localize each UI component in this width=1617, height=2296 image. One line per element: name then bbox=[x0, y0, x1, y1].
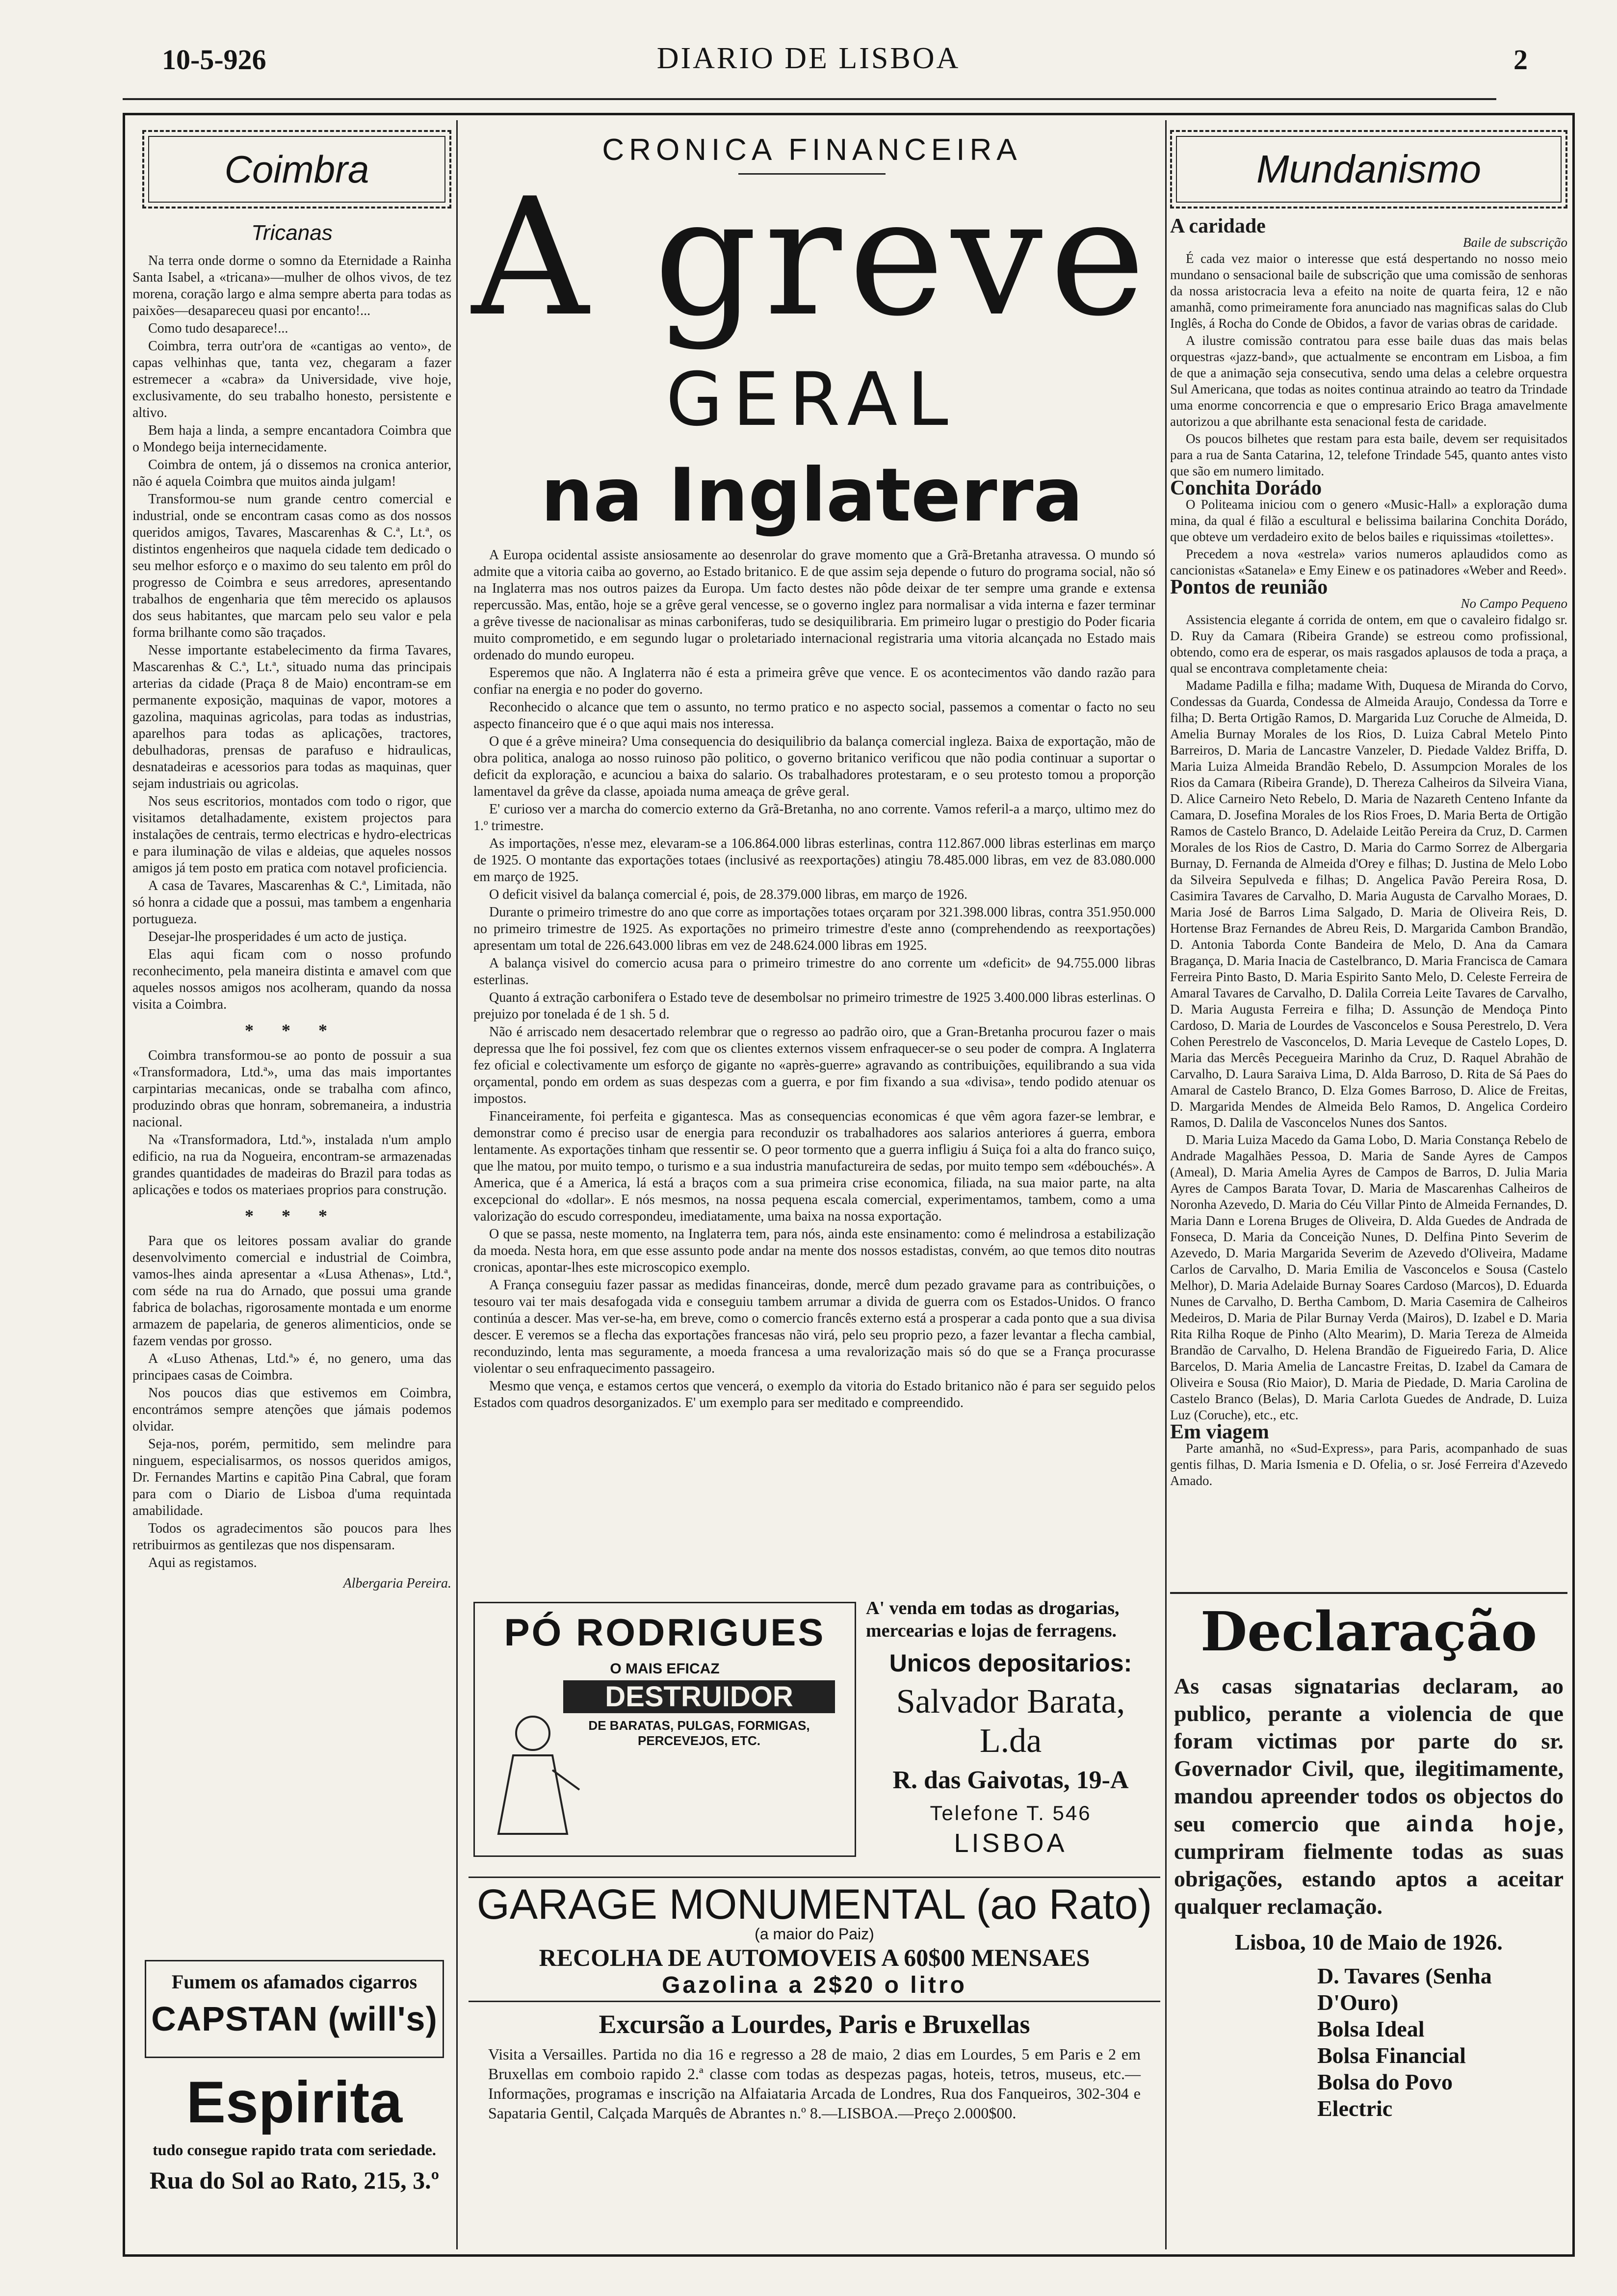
article-paragraph: Aqui as registamos. bbox=[148, 1555, 257, 1570]
signer-name: Bolsa Financial bbox=[1317, 2043, 1466, 2068]
article-paragraph: Mesmo que vença, e estamos certos que vencerá, o exemplo da vitoria do Estado britanico não é para ser seguido pelos Estados com quadros desorganizados. E' um exemplo para ser meditado e compreendido. bbox=[473, 1379, 1155, 1410]
signer-name: Bolsa Ideal bbox=[1317, 2016, 1425, 2041]
article-paragraph: Precedem a nova «estrela» varios numeros aplaudidos como as cancionistas «Satanela» e Emy Einew e os patinadores «Weber and Reed». bbox=[1170, 547, 1567, 577]
rodrigues-side bbox=[866, 1597, 1155, 1858]
article-paragraph: D. Maria Luiza Macedo da Gama Lobo, D. Maria Constança Rebelo de Andrade Magalhães Pessoa, D. Maria de Sande Ayres de Campos (Ameal), D. Maria Amelia Ayres de Campos de Barros, D. Julia Maria Ayres de Campos Barata Tovar, D. Maria de Mascarenhas Calheiros de Noronha Azevedo, D. Maria do Céu Villar Pinto de Almeida Fernandes, D. Maria Dann e Lorena Bruges de Oliveira, D. Alda Guedes de Andrada de Fonseca, D. Maria da Conceição Nunes, D. Delfina Pinto Severim de Azevedo, D. Maria Margarida Severim de Azevedo d'Oliveira, Madame Carlos de Carvalho, D. Maria Emilia de Vasconcelos e Sousa (Castelo Melhor), D. Maria Adelaide Burnay Soares Cardoso (Marcos), D. Eduarda Nunes de Carvalho, D. Bertha Cambom, D. Maria Casemira de Calheiros Medeiros, D. Maria de Pilar Burnay Verda (Mairos), D. Izabel e D. Maria Rita Rilha Roque de Pinho (Alto Mearim), D. Maria Tereza de Almeida Brandão de Carvalho, D. Helena Brandão de Figueiredo Faria, D. Alice Barcelos, D. Maria Amelia de Lancastre Freitas, D. Izabel da Camara de Oliveira e Sousa (Rio Maior), D. Maria de Piedade, D. Maria Carolina de Castelo Branco (Belas), D. Maria Carlota Guedes de Andrade, D. Luiza Luz (Coruche), etc., etc. bbox=[1170, 1132, 1567, 1422]
mundanismo-heading: Mundanismo bbox=[1256, 147, 1481, 191]
signer-name: D. Tavares (Senha D'Ouro) bbox=[1317, 1963, 1492, 2015]
article-paragraph: A ilustre comissão contratou para esse baile duas das mais belas orquestras «jazz-band», que actualmente se encontram em Lisboa, a fim de que a animação seja consecutiva, sendo uma delas a celebre orquestra Sul Americana, que todas as noites continua atraindo ao teatro da Trindade uma enorme concorrencia e que o empresario Erico Braga amavelmente autorizou a que abrilhante esta senacional festa de caridade. bbox=[1170, 333, 1567, 429]
article-paragraph: É cada vez maior o interesse que está despertando no nosso meio mundano o sensacional baile de subscrição que uma comissão de senhoras da nossa aristocracia leva a efeito na noite de quarta feira, 12 e não amanhã, como primeiramente fora anunciado nas magnificas salas do Club Inglês, á Rocha do Conde de Obidos, a favor de varias obras de caridade. bbox=[1170, 251, 1567, 331]
section-subtitle: Baile de subscrição bbox=[1463, 235, 1567, 250]
rodrigues-side5: Telefone T. 546 bbox=[930, 1801, 1092, 1825]
signer-name: Bolsa do Povo bbox=[1317, 2069, 1453, 2094]
page-frame bbox=[123, 113, 1575, 2257]
article-paragraph: Seja-nos, porém, permitido, sem melindre para ninguem, especialisarmos, os nossos queridos amigos, Dr. Fernandes Martins e capitão Pina Cabral, que foram para com o Diario de Lisboa d'uma requintada amabilidade. bbox=[132, 1436, 451, 1518]
figure-illustration bbox=[484, 1711, 582, 1839]
coimbra-heading-box bbox=[142, 130, 451, 209]
rodrigues-tag2: DESTRUIDOR bbox=[563, 1680, 835, 1713]
declaracao-body-a: As casas signatarias declaram, ao publico, perante a violencia de que foram victimas por parte do sr. Governador Civil, que, ilegitimamente, mandou apreender todos os objectos do seu comercio que bbox=[1174, 1673, 1564, 1836]
espirita-line2: Rua do Sol ao Rato, 215, 3.º bbox=[149, 2166, 440, 2194]
section-stars: * * * bbox=[245, 1206, 339, 1226]
article-paragraph: O que se passa, neste momento, na Inglaterra tem, para nós, ainda este ensinamento: como é melindrosa a estabilização da moeda. Nesta hora, em que esse assunto pode andar na mente dos nossos estadistas, convém, ao que temos dito noutras cronicas, apontar-lhes este microscopico exemplo. bbox=[473, 1226, 1155, 1275]
article-paragraph: Nos poucos dias que estivemos em Coimbra, encontrámos sempre atenções que jámais podemos olvidar. bbox=[132, 1385, 451, 1434]
coimbra-heading: Coimbra bbox=[224, 147, 369, 191]
article-paragraph: Como tudo desaparece!... bbox=[148, 321, 288, 336]
article-paragraph: Todos os agradecimentos são poucos para lhes retribuirmos as gentilezas que nos dispensaram. bbox=[132, 1521, 451, 1553]
article-paragraph: Quanto á extração carbonifera o Estado teve de desembolsar no primeiro trimestre de 1925 3.400.000 libras esterlinas. O prejuizo por tonelada é de 1 sh. 5 d. bbox=[473, 990, 1155, 1022]
section-stars: * * * bbox=[245, 1020, 339, 1040]
section-title: Conchita Dorádo bbox=[1170, 477, 1322, 499]
article-paragraph: Reconhecido o alcance que tem o assunto, no termo pratico e no aspecto social, passemos a comentar o facto no seu aspecto financeiro que é o que aqui mais nos interessa. bbox=[473, 700, 1155, 731]
article-paragraph: Os poucos bilhetes que restam para esta baile, devem ser requisitados para a rua de Santa Catarina, 12, telefone Trindade 545, quanto antes visto que são em numero limitado. bbox=[1170, 431, 1567, 478]
declaracao-body-b: ainda hoje bbox=[1406, 1811, 1558, 1836]
espirita-ad bbox=[145, 2070, 444, 2237]
masthead-title: DIARIO DE LISBOA bbox=[656, 42, 961, 75]
article-paragraph: E' curioso ver a marcha do comercio externo da Grã-Bretanha, no ano corrente. Vamos referil-a a março, ultimo mez do 1.º trimestre. bbox=[473, 802, 1155, 834]
capstan-ad bbox=[145, 1960, 444, 2058]
section-subtitle: No Campo Pequeno bbox=[1461, 596, 1567, 611]
page-header bbox=[0, 0, 1617, 113]
espirita-line1: tudo consegue rapido trata com seriedade. bbox=[153, 2141, 436, 2159]
article-paragraph: A casa de Tavares, Mascarenhas & C.ª, Limitada, não só honra a cidade que a possui, mas tambem a engenharia portugueza. bbox=[132, 878, 451, 927]
declaracao-place-date: Lisboa, 10 de Maio de 1926. bbox=[1235, 1930, 1503, 1955]
coimbra-article bbox=[132, 253, 451, 1955]
article-paragraph: Madame Padilla e filha; madame With, Duquesa de Miranda do Corvo, Condessas da Guarda, Condessa de Almeida Araujo, Condessa da Torre e filha; D. Berta Ortigão Ramos, D. Margarida Luz Coruche de Almeida, D. Amelia Burnay Morales de los Rios, D. Luiza Cabral Metelo Pinto Barreiros, D. Maria de Lancastre Vanzeler, D. Piedade Valdez Briffa, D. Maria Luiza Almeida Brandão Rebelo, D. Assumpcion Morales de los Rios da Camara (Ribeira Grande), D. Thereza Calheiros da Silveira Viana, D. Alice Carneiro Neto Rebelo, D. Maria de Nazareth Centeno Infante da Camara, D. Josefina Morales de los Rios Froes, D. Maria Berta de Ortigão Ramos de Castelo Branco, D. Adelaide Leitão Pereira da Cruz, D. Carmen Morales de los Rios de Castro, D. Maria do Carmo Sorrez de Albergaria Burnay, D. Fernanda de Almeida d'Orey e filhas; D. Justina de Melo Lobo da Silveira Sepulveda e filhas; D. Angelica Pavão Pereira Rosa, D. Casimira Tavares de Carvalho, D. Maria Augusta de Carvalho Moraes, D. Maria José de Barros Lima Salgado, D. Maria de Oliveira Reis, D. Hortense Braz Fernandes de Abreu Reis, D. Margarida Cambon Brandão, D. Antonia Taborda Conte Bandeira de Melo, D. Ana da Camara Bragança, D. Maria Inacia de Castelbranco, D. Maria Francisca de Camara Ferreira Pinto Basto, D. Maria Espirito Santo Melo, D. Celeste Ferreira de Amaral Tavares de Carvalho, D. Dalila Correia Leite Tavares de Carvalho, D. Maria Augusta Ferreira e filha; D. Assunção de Mendoça Pinto Cardoso, D. Maria de Lourdes de Vasconcelos e Sousa Perestrelo, D. Vera Cohen Perestrelo de Vasconcelos, D. Maria Leveque de Castelo Lopes, D. Maria das Mercês Pecegueira Marinho da Cruz, D. Raquel Abrahão de Carvalho, D. Laura Saraiva Lima, D. Alda Barroso, D. Rita de Sá Paes do Amaral de Castelo Branco, D. Elza Gomes Barroso, D. Alice de Freitas, D. Margarida Mendes de Almeida Belo Ramos, D. Angelica Cordeiro Ramos, D. Dalila de Vasconcelos Nunes dos Santos. bbox=[1170, 678, 1567, 1130]
rodrigues-tag3: DE BARATAS, PULGAS, FORMIGAS, PERCEVEJOS, ETC. bbox=[588, 1718, 810, 1748]
mundanismo-article bbox=[1170, 218, 1567, 1582]
rodrigues-side2: Unicos depositarios: bbox=[889, 1649, 1132, 1677]
article-paragraph: Financeiramente, foi perfeita e gigantesca. Mas as consequencias economicas é que vêm agora fazer-se lembrar, e demonstrar como é preciso usar de energia para reconduzir os trabalhadores aos salarios anteriores á guerra, embora lentamente. As exportações tinham que ressentir se. O peor tormento que a guerra infligiu á Suiça foi a alta do franco suiço, que lhe matou, por muito tempo, o turismo e a sua industria manufactureira de sedas, por muito tempo sem «débouchés». A America, que é a America, lá está a braços com a sua primeira crise economica, filiada, na sua maior parte, na alta excepcional do «dollar». E nós mesmos, na nossa pequena escala comercial, experimentamos, tambem, como a uma valorização do escudo correspondeu, imediatamente, uma baixa na nossa exportação. bbox=[473, 1109, 1155, 1224]
garage-line2: Gazolina a 2$20 o litro bbox=[662, 1972, 967, 1998]
capstan-line1: Fumem os afamados cigarros bbox=[171, 1971, 417, 1993]
excursao-title: Excursão a Lourdes, Paris e Bruxellas bbox=[599, 2009, 1030, 2039]
article-paragraph: A Europa ocidental assiste ansiosamente ao desenrolar do grave momento que a Grã-Bretanha atravessa. O mundo só admite que a vitoria caiba ao governo, ao Estado britanico. E de que assim seja depende o futuro do programa social, não só na Inglaterra mas nos outros paizes da Europa. Um facto destes não pôde deixar de ter sempre uma grande e extensa repercussão. Mas, então, hoje se a grêve geral vencesse, se o governo inglez para normalisar a vida interna e fazer terminar a grêve tivesse de nacionalisar as minas carboniferas, tudo se desiquilibraria. Em primeiro lugar o prestigio do Poder ficaria muito comprometido, e em segundo lugar o proletariado internacional registraria uma vitoria alcançada no Estado mais ordenado do mundo europeu. bbox=[473, 548, 1155, 663]
article-paragraph: Desejar-lhe prosperidades é um acto de justiça. bbox=[148, 929, 407, 944]
declaracao-title: Declaração bbox=[1200, 1600, 1538, 1663]
article-paragraph: Coimbra transformou-se ao ponto de possuir a sua «Transformadora, Ltd.ª», uma das mais importantes carpintarias mecanicas, onde se trabalha com afinco, produzindo obras que honram, sobremaneira, a industria nacional. bbox=[132, 1048, 451, 1130]
article-paragraph: Coimbra, terra outr'ora de «cantigas ao vento», de capas velhinhas que, tanta vez, chegaram a fazer estremecer a «cabra» da Universidade, vive hoje, exclusivamente, do seu trabalho honesto, persistente e altivo. bbox=[132, 339, 451, 420]
rodrigues-ad bbox=[469, 1592, 1160, 1872]
column-rule-right bbox=[1165, 120, 1167, 2249]
subheadline-geral: GERAL bbox=[666, 357, 958, 443]
rodrigues-side4: R. das Gaivotas, 19-A bbox=[892, 1766, 1129, 1794]
article-paragraph: Na «Transformadora, Ltd.ª», instalada n'um amplo edificio, na rua da Nogueira, encontram-se armazenadas grandes quantidades de madeiras do Brazil para todas as aplicações e todos os materiaes proprios para construção. bbox=[132, 1132, 451, 1198]
rodrigues-side3: Salvador Barata, L.da bbox=[896, 1683, 1125, 1760]
excursao-ad bbox=[469, 2009, 1160, 2240]
excursao-body: Visita a Versailles. Partida no dia 16 e regresso a 28 de maio, 2 dias em Lourdes, 5 em Paris e 2 em Bruxellas em comboio rapido 2.ª classe com todas as despezas pagas, hoteis, tetros, museus, etc.—Informações, programas e inscrição na Alfaiataria Arcada de Londres, Rua dos Fanqueiros, 302-304 e Sapataria Gentil, Calçada Marquês de Abrantes n.º 8.—LISBOA.—Preço 2.000$00. bbox=[488, 2045, 1141, 2122]
page-number: 2 bbox=[1513, 44, 1528, 76]
column-rule-left bbox=[456, 120, 458, 2249]
article-paragraph: Na terra onde dorme o somno da Eternidade a Rainha Santa Isabel, a «tricana»—mulher de olhos vivos, de tez morena, coração largo e alma sempre aberta para todas as paixões—desapareceu quasi por encanto!... bbox=[132, 253, 451, 318]
article-paragraph: Não é arriscado nem desacertado relembrar que o regresso ao padrão oiro, que a Gran-Bretanha procurou fazer o mais depressa que lhe foi possivel, fez com que os clientes externos vissem enfraquecer-se o seu poder de compra. A Inglaterra fez oficial e colectivamente um esforço de gigante no «après-guerre» agravando as contribuições, equilibrando a sua vida orçamental, pondo em ordem as suas despezas com a guerra, e por fim fixando a sua «divisa», tendo podido atenuar os impostos. bbox=[473, 1024, 1155, 1106]
finance-article bbox=[473, 547, 1155, 1577]
article-paragraph: A «Luso Athenas, Ltd.ª» é, no genero, uma das principaes casas de Coimbra. bbox=[132, 1351, 451, 1383]
kicker: CRONICA FINANCEIRA bbox=[602, 133, 1022, 167]
article-paragraph: Transformou-se num grande centro comercial e industrial, onde se encontram casas como as dos nossos queridos amigos, Tavares, Mascarenhas & C.ª, Lt.ª, os distintos engenheiros que naquela cidade tem dedicado o seu melhor esforço e o maximo do seu talento em prôl do progresso de Coimbra e seus arredores, apresentando trabalhos de engenharia que têm merecido os aplausos dos seus habitantes, que marcam pelo seu valor e pela forma brilhante como são traçados. bbox=[132, 492, 451, 640]
rodrigues-side1: A' venda em todas as drogarias, mercearias e lojas de ferragens. bbox=[866, 1598, 1120, 1641]
article-paragraph: Elas aqui ficam com o nosso profundo reconhecimento, pela maneira distinta e amavel com que aqueles nossos amigos nos acolheram, quando da nossa visita a Coimbra. bbox=[132, 947, 451, 1012]
garage-ad bbox=[469, 1877, 1160, 2002]
garage-sub: (a maior do Paiz) bbox=[755, 1925, 874, 1943]
section-title: A caridade bbox=[1170, 218, 1266, 237]
rodrigues-side6: LISBOA bbox=[954, 1828, 1068, 1858]
declaracao-ad bbox=[1170, 1592, 1567, 2246]
article-paragraph: Esperemos que não. A Inglaterra não é esta a primeira grêve que vence. E os acontecimentos vão dando razão para confiar na energia e no poder do governo. bbox=[473, 665, 1155, 697]
declaracao-body-c: , cumpriram fielmente todas as suas obrigações, estando aptos a aceitar qualquer reclamação. bbox=[1174, 1811, 1564, 1919]
article-paragraph: Nos seus escritorios, montados com todo o rigor, que visitamos detalhadamente, existem projectos para instalações de centrais, termo electricas e hydro-electricas e para iluminação de vilas e aldeias, que aqueles nossos amigos já tem posto em pratica com notavel proficiencia. bbox=[132, 794, 451, 876]
article-signature: Albergaria Pereira. bbox=[343, 1576, 451, 1591]
section-title: Pontos de reunião bbox=[1170, 576, 1328, 599]
mundanismo-heading-box bbox=[1170, 130, 1567, 209]
rodrigues-brand: PÓ RODRIGUES bbox=[504, 1611, 826, 1654]
header-rule bbox=[123, 98, 1496, 100]
article-paragraph: Parte amanhã, no «Sud-Express», para Paris, acompanhado de suas gentis filhas, D. Maria Ismenia e D. Ofelia, o sr. José Ferreira d'Azevedo Amado. bbox=[1170, 1441, 1567, 1488]
garage-title: GARAGE MONUMENTAL (ao Rato) bbox=[476, 1881, 1152, 1928]
article-paragraph: As importações, n'esse mez, elevaram-se a 106.864.000 libras esterlinas, contra 112.867.000 libras esterlinas em março de 1925. O montante das exportações totaes (inclusivé as reexportações) atingiu 78.485.000 libras, em vez de 83.080.000 em março de 1925. bbox=[473, 836, 1155, 885]
tricanas-subheading: Tricanas bbox=[251, 221, 333, 245]
article-paragraph: O deficit visivel da balança comercial é, pois, de 28.379.000 libras, em março de 1926. bbox=[489, 887, 968, 902]
article-paragraph: O Politeama iniciou com o genero «Music-Hall» a exploração duma mina, da qual é filão a escultural e belissima bailarina Conchita Dorádo, que obteve um verdadeiro exito de belos bailes e riquissimas «toilettes». bbox=[1170, 497, 1567, 544]
signer-name: Electric bbox=[1317, 2096, 1393, 2121]
article-paragraph: Bem haja a linda, a sempre encantadora Coimbra que o Mondego beija internecidamente. bbox=[132, 423, 451, 455]
article-paragraph: Para que os leitores possam avaliar do grande desenvolvimento comercial e industrial de Coimbra, vamos-lhes ainda apresentar a «Lusa Athenas», Ltd.ª, com séde na rua do Arnado, que possui uma grande fabrica de bolachas, rigorosamente montada e um enorme armazem de papelaria, de generos alimenticios, onde se fazem vendas por grosso. bbox=[132, 1233, 451, 1349]
article-paragraph: Durante o primeiro trimestre do ano que corre as importações totaes orçaram por 321.398.000 libras, contra 351.950.000 no primeiro trimestre de 1925. As exportações no primeiro trimestre d'este anno (comprehendendo as reexportações) apresentam um total de 226.643.000 libras em vez de 248.624.000 libras em 1925. bbox=[473, 905, 1155, 953]
rodrigues-tag1: O MAIS EFICAZ bbox=[610, 1661, 720, 1677]
espirita-title: Espirita bbox=[186, 2069, 403, 2135]
rodrigues-art bbox=[473, 1602, 856, 1857]
article-paragraph: Nesse importante estabelecimento da firma Tavares, Mascarenhas & C.ª, Lt.ª, situado numa das principais arterias da cidade (Praça 8 de Maio) encontram-se em permanente exposição, maquinas de vapor, motores a gazolina, maquinas agricolas, para todas as industrias, aparelhos para todas as aplicações, tractores, debulhadoras, prensas de parafuso e hidraulicas, desnatadeiras e acessorios para todas as maquinas, quer sejam industriais ou agricolas. bbox=[132, 643, 451, 791]
issue-date: 10-5-926 bbox=[162, 44, 266, 76]
article-paragraph: O que é a grêve mineira? Uma consequencia do desiquilibrio da balança comercial ingleza. Baixa de exportação, mão de obra politica, analoga ao nosso ruinoso pão politico, o governo britanico verificou que não podia continuar a suportar o deficit da exploração, e acunciou a baixa do salario. Os trabalhadores protestaram, e o seu protesto tomou a proporção lamentavel da grêve da classe, apoiada numa ameaça de grêve geral. bbox=[473, 734, 1155, 799]
subheadline-inglaterra: na Inglaterra bbox=[541, 453, 1083, 538]
garage-line1: RECOLHA DE AUTOMOVEIS A 60$00 MENSAES bbox=[539, 1944, 1090, 1971]
declaracao-body bbox=[1174, 1672, 1564, 1920]
article-paragraph: Coimbra de ontem, já o dissemos na cronica anterior, não é aquela Coimbra que muitos ainda julgam! bbox=[132, 457, 451, 489]
headline: A greve bbox=[471, 163, 1152, 352]
capstan-line2: CAPSTAN (will's) bbox=[151, 2000, 438, 2038]
declaracao-signers bbox=[1317, 1963, 1567, 2122]
article-paragraph: A balança visivel do comercio acusa para o primeiro trimestre do ano corrente um «deficit» de 94.755.000 libras esterlinas. bbox=[473, 956, 1155, 988]
article-paragraph: A França conseguiu fazer passar as medidas financeiras, donde, mercê dum pezado gravame para as contribuições, o tesouro vai ter mais desafogada vida e conseguiu tambem arrumar a divida de guerra com os Estados-Unidos. O franco continúa a descer. Mas ver-se-ha, em breve, como o comercio francês externo está a prosperar a cada ponto que a sua divisa descer. E veremos se a flecha das exportações francesas não virá, pelo seu proprio pezo, a fazer levantar a flecha cambial, reconduzindo, lenta mas seguramente, a moeda francesa a uma revalorização mais só do que se a França procurasse violentar o seu enfraquecimento passageiro. bbox=[473, 1278, 1155, 1376]
article-paragraph: Assistencia elegante á corrida de ontem, em que o cavaleiro fidalgo sr. D. Ruy da Camara (Ribeira Grande) se estreou como profissional, obtendo, como era de esperar, os mais rasgados aplausos de toda a praça, a qual se encontrava completamente cheia: bbox=[1170, 612, 1567, 676]
section-title: Em viagem bbox=[1170, 1421, 1269, 1443]
